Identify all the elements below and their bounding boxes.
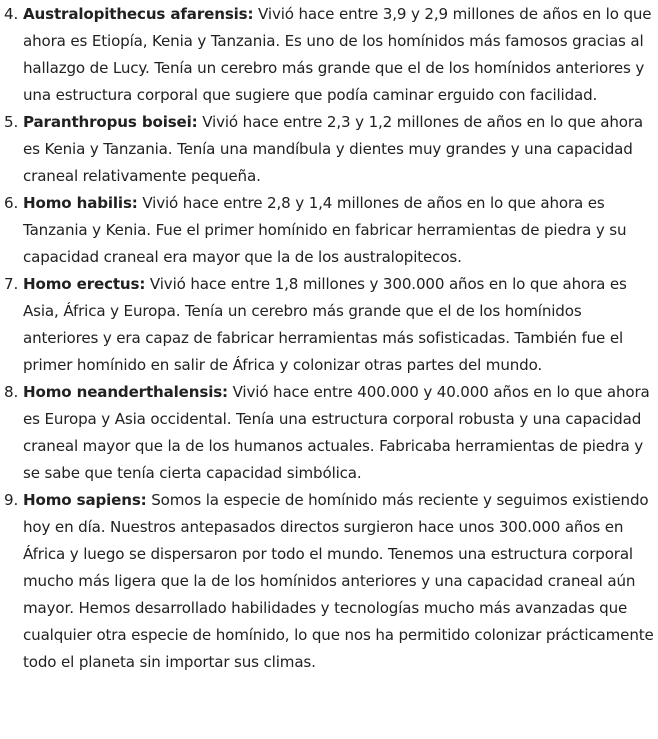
species-name: Homo habilis: (23, 194, 138, 212)
species-description: Vivió hace entre 3,9 y 2,9 millones de años en lo que ahora es Etiopía, Kenia y Tanzania. Es uno de los homínidos más famosos gracias al hallazgo de Lucy. Tenía un cerebro más grande que el de los homínidos anteriores y una estructura corporal que sugiere que podía caminar erguido con facilidad. (23, 5, 652, 104)
species-name: Homo neanderthalensis: (23, 383, 228, 401)
list-item-number: 6. (4, 194, 19, 212)
list-item (0, 109, 658, 190)
list-item (0, 1, 658, 109)
species-description: Somos la especie de homínido más reciente y seguimos existiendo hoy en día. Nuestros antepasados directos surgieron hace unos 300.000 años en África y luego se dispersaron por todo el mundo. Tenemos una estructura corporal mucho más ligera que la de los homínidos anteriores y una capacidad craneal aún mayor. Hemos desarrollado habilidades y tecnologías mucho más avanzadas que cualquier otra especie de homínido, lo que nos ha permitido colonizar prácticamente todo el planeta sin importar sus climas. (23, 491, 654, 671)
list-item-number: 7. (4, 275, 19, 293)
species-name: Homo erectus: (23, 275, 146, 293)
species-description: Vivió hace entre 1,8 millones y 300.000 años en lo que ahora es Asia, África y Europa. Tenía un cerebro más grande que el de los homínidos anteriores y era capaz de fabricar herramientas más sofisticadas. También fue el primer homínido en salir de África y colonizar otras partes del mundo. (23, 275, 627, 374)
list-item-number: 5. (4, 113, 19, 131)
species-description: Vivió hace entre 2,8 y 1,4 millones de años en lo que ahora es Tanzania y Kenia. Fue el primer homínido en fabricar herramientas de piedra y su capacidad craneal era mayor que la de los australopitecos. (23, 194, 627, 266)
species-name: Australopithecus afarensis: (23, 5, 254, 23)
list-item-number: 9. (4, 491, 19, 509)
species-description: Vivió hace entre 2,3 y 1,2 millones de años en lo que ahora es Kenia y Tanzania. Tenía una mandíbula y dientes muy grandes y una capacidad craneal relativamente pequeña. (23, 113, 643, 185)
species-name: Homo sapiens: (23, 491, 147, 509)
list-item (0, 271, 658, 379)
list-item (0, 190, 658, 271)
list-item-number: 4. (4, 5, 19, 23)
list-item (0, 379, 658, 487)
species-name: Paranthropus boisei: (23, 113, 198, 131)
species-description: Vivió hace entre 400.000 y 40.000 años en lo que ahora es Europa y Asia occidental. Tenía una estructura corporal robusta y una capacidad craneal mayor que la de los humanos actuales. Fabricaba herramientas de piedra y se sabe que tenía cierta capacidad simbólica. (23, 383, 650, 482)
list-item-number: 8. (4, 383, 19, 401)
hominid-list (0, 1, 658, 676)
list-item (0, 487, 658, 676)
